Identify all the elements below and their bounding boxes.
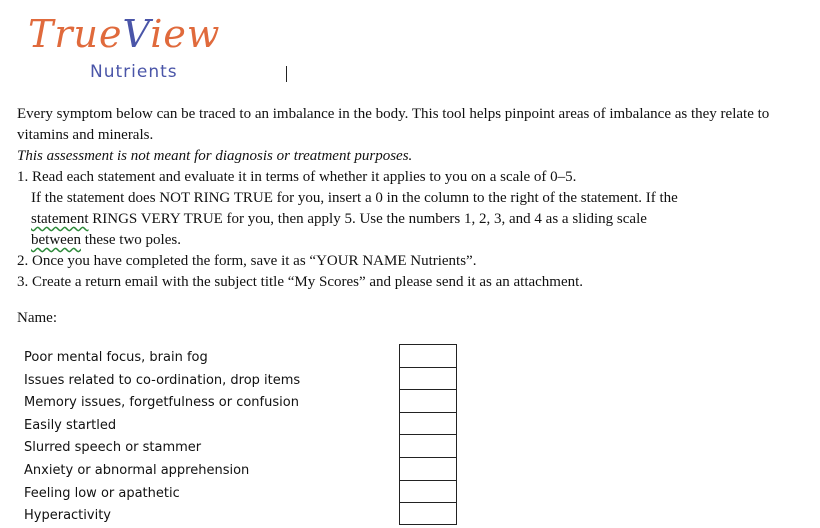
disclaimer-text: This assessment is not meant for diagnosis or treatment purposes. [17,148,413,164]
step-1: 1. Read each statement and evaluate it in terms of whether it applies to you on a scale of 0–5. [17,169,577,185]
score-cell[interactable] [399,457,457,480]
symptom-row: Poor mental focus, brain fog [24,350,208,365]
score-cell[interactable] [399,344,457,367]
step-2: 2. Once you have completed the form, save it as “YOUR NAME Nutrients”. [17,253,477,269]
name-label[interactable]: Name: [17,310,57,326]
step-1-detail-c [17,230,812,251]
symptom-row: Issues related to co-ordination, drop items [24,372,301,388]
symptom-row: Hyperactivity [24,508,111,524]
spellcheck-word-between[interactable]: between [31,232,81,248]
symptom-list [24,347,300,528]
logo-iew-text: iew [150,12,221,56]
logo-v-text: V [122,12,151,56]
trueview-logo [26,8,286,88]
text-cursor [286,66,287,82]
score-column [399,344,457,525]
intro-paragraph: Every symptom below can be traced to an imbalance in the body. This tool helps pinpoint areas of imbalance as they relate to vitamins and minerals. [17,106,770,143]
logo-wordmark [28,12,220,56]
score-cell[interactable] [399,367,457,390]
score-cell[interactable] [399,480,457,503]
step-1-detail-b [17,209,812,230]
symptom-row: Easily startled [24,417,117,433]
step-1-detail-c-text: these two poles. [80,232,181,248]
symptom-row: Feeling low or apathetic [24,485,180,501]
logo-true-text: True [28,12,123,56]
symptom-row: Anxiety or abnormal apprehension [24,462,250,478]
symptom-row: Slurred speech or stammer [24,440,202,456]
score-cell[interactable] [399,502,457,525]
symptom-row: Memory issues, forgetfulness or confusion [24,395,299,411]
score-cell[interactable] [399,412,457,435]
score-cell[interactable] [399,434,457,457]
step-1-detail-b-text: RINGS VERY TRUE for you, then apply 5. Use the numbers 1, 2, 3, and 4 as a sliding scale [88,211,647,227]
logo-subtitle: Nutrients [90,62,178,82]
score-cell[interactable] [399,389,457,412]
step-1-detail-a: If the statement does NOT RING TRUE for you, insert a 0 in the column to the right of the statement. If the [31,190,678,206]
spellcheck-word-statement[interactable]: statement [31,211,89,227]
step-3: 3. Create a return email with the subject title “My Scores” and please send it as an attachment. [17,274,584,290]
intro-instructions [17,104,812,293]
